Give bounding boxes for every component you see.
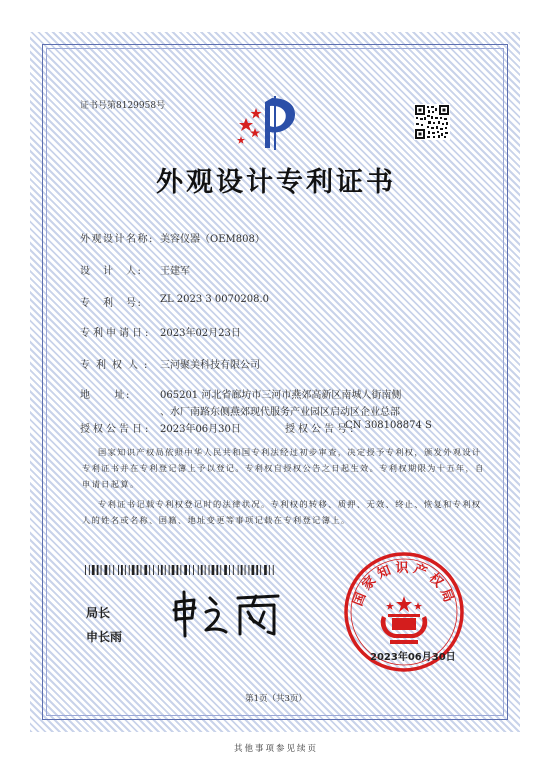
application-date-label: 专利申请日: (80, 328, 152, 339)
address-line-1: 065201 河北省廊坊市三河市燕郊高新区南城人街南侧 (160, 390, 402, 401)
address-line-2: 、水厂南路东侧燕郊现代服务产业园区启动区企业总部 (160, 407, 400, 418)
paragraph-record-line-1: 专利证书记载专利权登记时的法律状况。专利权的转移、质押、无效、终止、恢复和专利权 (98, 499, 482, 509)
paragraph-grant-line-2: 专利证书并在专利登记簿上予以登记。专利权自授权公告之日起生效。专利权期限为十五年，自 (82, 463, 485, 473)
designer-label: 设 计 人: (80, 266, 143, 277)
cnipa-logo (232, 92, 304, 152)
paragraph-grant-line-1: 国家知识产权局依照中华人民共和国专利法经过初步审查，决定授予专利权，颁发外观设计 (98, 447, 482, 457)
seal-date: 2023年06月30日 (370, 652, 456, 663)
grant-date-value: 2023年06月30日 (160, 424, 241, 435)
designer-value: 王建军 (160, 266, 190, 277)
certificate-number: 证书号第8129958号 (80, 101, 166, 111)
footer-note: 其他事项参见续页 (233, 744, 318, 754)
patentee-label: 专利权人: (80, 360, 154, 371)
paragraph-grant-line-3: 申请日起算。 (82, 479, 140, 489)
svg-text:国家知识产权局: 国家知识产权局 (350, 560, 458, 609)
barcode (85, 565, 275, 575)
page-indicator: 第1页（共3页） (245, 694, 307, 704)
director-name: 申长雨 (86, 630, 123, 644)
address-label: 地 址: (80, 390, 131, 401)
patent-number-value: ZL 2023 3 0070208.0 (160, 294, 270, 305)
grant-date-label: 授权公告日: (80, 424, 152, 435)
director-signature (168, 588, 288, 640)
grant-number-value: CN 308108874 S (345, 420, 432, 431)
patent-number-label: 专 利 号: (80, 298, 143, 309)
patentee-value: 三河聚美科技有限公司 (160, 360, 260, 371)
grant-number-label: 授权公告号: (285, 424, 357, 435)
design-name-value: 美容仪器（OEM808） (160, 234, 265, 245)
director-title: 局长 (86, 606, 111, 620)
application-date-value: 2023年02月23日 (160, 328, 241, 339)
paragraph-record-line-2: 人的姓名或名称、国籍、地址变更等事项记载在专利登记簿上。 (82, 515, 351, 525)
certificate-title: 外观设计专利证书 (156, 167, 396, 198)
design-name-label: 外观设计名称: (80, 234, 154, 245)
qr-code (414, 104, 450, 140)
